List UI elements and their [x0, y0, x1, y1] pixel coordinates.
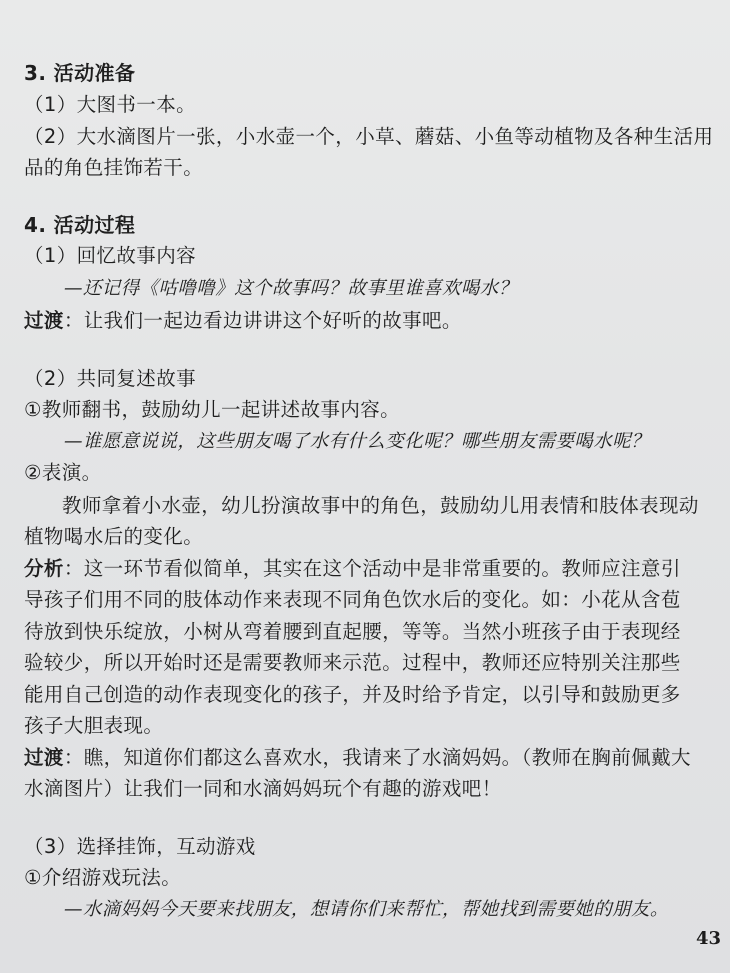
- transition-1: [24, 308, 462, 334]
- performance-paragraph-line-2: 植物喝水后的变化。: [24, 525, 204, 548]
- transition-2-text-1: ：瞧，知道你们都这么喜欢水，我请来了水滴妈妈。（教师在胸前佩戴大: [63, 746, 691, 769]
- analysis-label: 分析: [24, 557, 64, 580]
- analysis-line-2: 导孩子们用不同的肢体动作来表现不同角色饮水后的变化。如：小花从含苞: [24, 588, 681, 611]
- teacher-question-3: —水滴妈妈今天要来找朋友，想请你们来帮忙，帮她找到需要她的朋友。: [64, 899, 669, 920]
- analysis-line-6: 孩子大胆表现。: [24, 714, 164, 737]
- analysis-text-1: ：这一环节看似简单，其实在这个活动中是非常重要的。教师应注意引: [63, 557, 681, 580]
- section-3-item-2-line-2: 品的角色挂饰若干。: [24, 156, 204, 179]
- section-3-heading: 3. 活动准备: [24, 61, 136, 85]
- section-4-item-2-step-1: ①教师翻书，鼓励幼儿一起讲述故事内容。: [24, 398, 401, 421]
- analysis-line-4: 验较少，所以开始时还是需要教师来示范。过程中，教师还应特别关注那些: [24, 651, 681, 674]
- section-4-heading: 4. 活动过程: [24, 213, 136, 237]
- section-4-item-1: （1）回忆故事内容: [24, 244, 197, 267]
- section-4-item-2-step-2: ②表演。: [24, 461, 102, 484]
- transition-2-label: 过渡: [24, 746, 64, 769]
- section-4-item-3: （3）选择挂饰，互动游戏: [24, 835, 256, 858]
- transition-2-line-1: [24, 745, 691, 771]
- section-4-item-3-step-1: ①介绍游戏玩法。: [24, 866, 182, 889]
- transition-1-label: 过渡: [24, 309, 64, 332]
- page-number: 43: [696, 928, 722, 949]
- analysis-line-3: 待放到快乐绽放，小树从弯着腰到直起腰，等等。当然小班孩子由于表现经: [24, 620, 681, 643]
- section-3-item-1: （1）大图书一本。: [24, 93, 197, 116]
- section-4-item-2: （2）共同复述故事: [24, 367, 197, 390]
- performance-paragraph-line-1: 教师拿着小水壶，幼儿扮演故事中的角色，鼓励幼儿用表情和肢体表现动: [62, 494, 699, 517]
- transition-1-text: ：让我们一起边看边讲讲这个好听的故事吧。: [63, 309, 462, 332]
- teacher-question-2: —谁愿意说说，这些朋友喝了水有什么变化呢？哪些朋友需要喝水呢？: [64, 431, 650, 452]
- section-3-item-2-line-1: （2）大水滴图片一张，小水壶一个，小草、蘑菇、小鱼等动植物及各种生活用: [24, 125, 714, 148]
- transition-2-line-2: 水滴图片）让我们一同和水滴妈妈玩个有趣的游戏吧！: [24, 777, 502, 800]
- analysis-line-1: [24, 556, 681, 582]
- analysis-line-5: 能用自己创造的动作表现变化的孩子，并及时给予肯定，以引导和鼓励更多: [24, 683, 681, 706]
- teacher-question-1: —还记得《咕噜噜》这个故事吗？故事里谁喜欢喝水？: [64, 278, 518, 299]
